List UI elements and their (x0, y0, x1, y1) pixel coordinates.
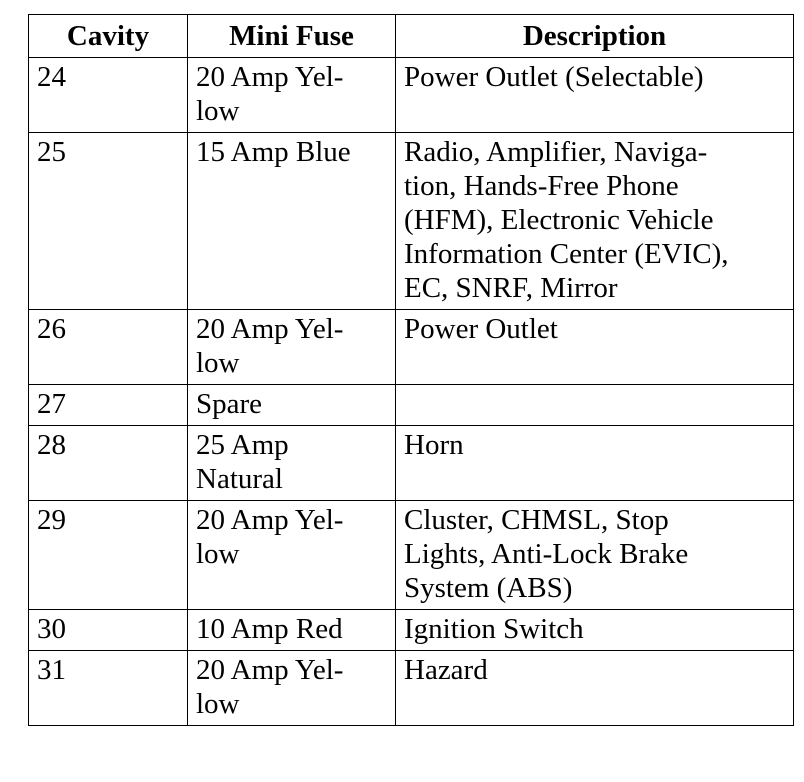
cell-description (396, 426, 794, 501)
cell-text-line: 10 Amp Red (196, 613, 343, 645)
cell-text-line: Power Outlet (404, 313, 558, 345)
cell-mini-fuse (188, 651, 396, 726)
table-body (29, 58, 794, 726)
cell-text-line: Natural (196, 463, 283, 495)
cell-text-line: Horn (404, 429, 464, 461)
table-row (29, 501, 794, 610)
fuse-table-container (28, 14, 793, 726)
fuse-table (28, 14, 794, 726)
table-row (29, 133, 794, 310)
cell-description (396, 501, 794, 610)
cell-text-line: 20 Amp Yel- (196, 313, 344, 345)
cell-mini-fuse (188, 133, 396, 310)
cell-text-line: low (196, 538, 240, 570)
cell-text-line: System (ABS) (404, 572, 573, 604)
cell-text-line: 20 Amp Yel- (196, 504, 344, 536)
cell-text-line: Cluster, CHMSL, Stop (404, 504, 669, 536)
header-description: Description (396, 15, 794, 58)
cell-text-line: Lights, Anti-Lock Brake (404, 538, 689, 570)
cell-mini-fuse (188, 310, 396, 385)
cell-text-line: Radio, Amplifier, Naviga- (404, 136, 708, 168)
cell-text-line: Spare (196, 388, 263, 420)
header-mini-fuse: Mini Fuse (188, 15, 396, 58)
cell-text-line: Power Outlet (Selectable) (404, 61, 704, 93)
cell-cavity: 27 (29, 385, 188, 426)
table-row (29, 310, 794, 385)
cell-cavity: 28 (29, 426, 188, 501)
cell-cavity: 24 (29, 58, 188, 133)
cell-cavity: 30 (29, 610, 188, 651)
cell-cavity: 31 (29, 651, 188, 726)
cell-mini-fuse (188, 610, 396, 651)
cell-description (396, 310, 794, 385)
cell-text-line: low (196, 688, 240, 720)
cell-text-line: Information Center (EVIC), (404, 238, 729, 270)
cell-description (396, 385, 794, 426)
cell-text-line: 20 Amp Yel- (196, 654, 344, 686)
header-cavity: Cavity (29, 15, 188, 58)
cell-text-line: EC, SNRF, Mirror (404, 272, 618, 304)
cell-mini-fuse (188, 385, 396, 426)
table-row (29, 385, 794, 426)
cell-text-line: low (196, 347, 240, 379)
cell-mini-fuse (188, 426, 396, 501)
cell-text-line: Ignition Switch (404, 613, 584, 645)
cell-text-line: 15 Amp Blue (196, 136, 351, 168)
table-row (29, 651, 794, 726)
cell-text-line: 20 Amp Yel- (196, 61, 344, 93)
table-row (29, 58, 794, 133)
cell-cavity: 25 (29, 133, 188, 310)
cell-cavity: 29 (29, 501, 188, 610)
cell-text-line: tion, Hands-Free Phone (404, 170, 679, 202)
cell-description (396, 58, 794, 133)
cell-description (396, 651, 794, 726)
table-row (29, 426, 794, 501)
cell-description (396, 610, 794, 651)
cell-mini-fuse (188, 501, 396, 610)
cell-mini-fuse (188, 58, 396, 133)
cell-text-line: low (196, 95, 240, 127)
cell-cavity: 26 (29, 310, 188, 385)
cell-description (396, 133, 794, 310)
table-header-row (29, 15, 794, 58)
cell-text-line: (HFM), Electronic Vehicle (404, 204, 714, 236)
table-row (29, 610, 794, 651)
cell-text-line: 25 Amp (196, 429, 289, 461)
cell-text-line: Hazard (404, 654, 488, 686)
